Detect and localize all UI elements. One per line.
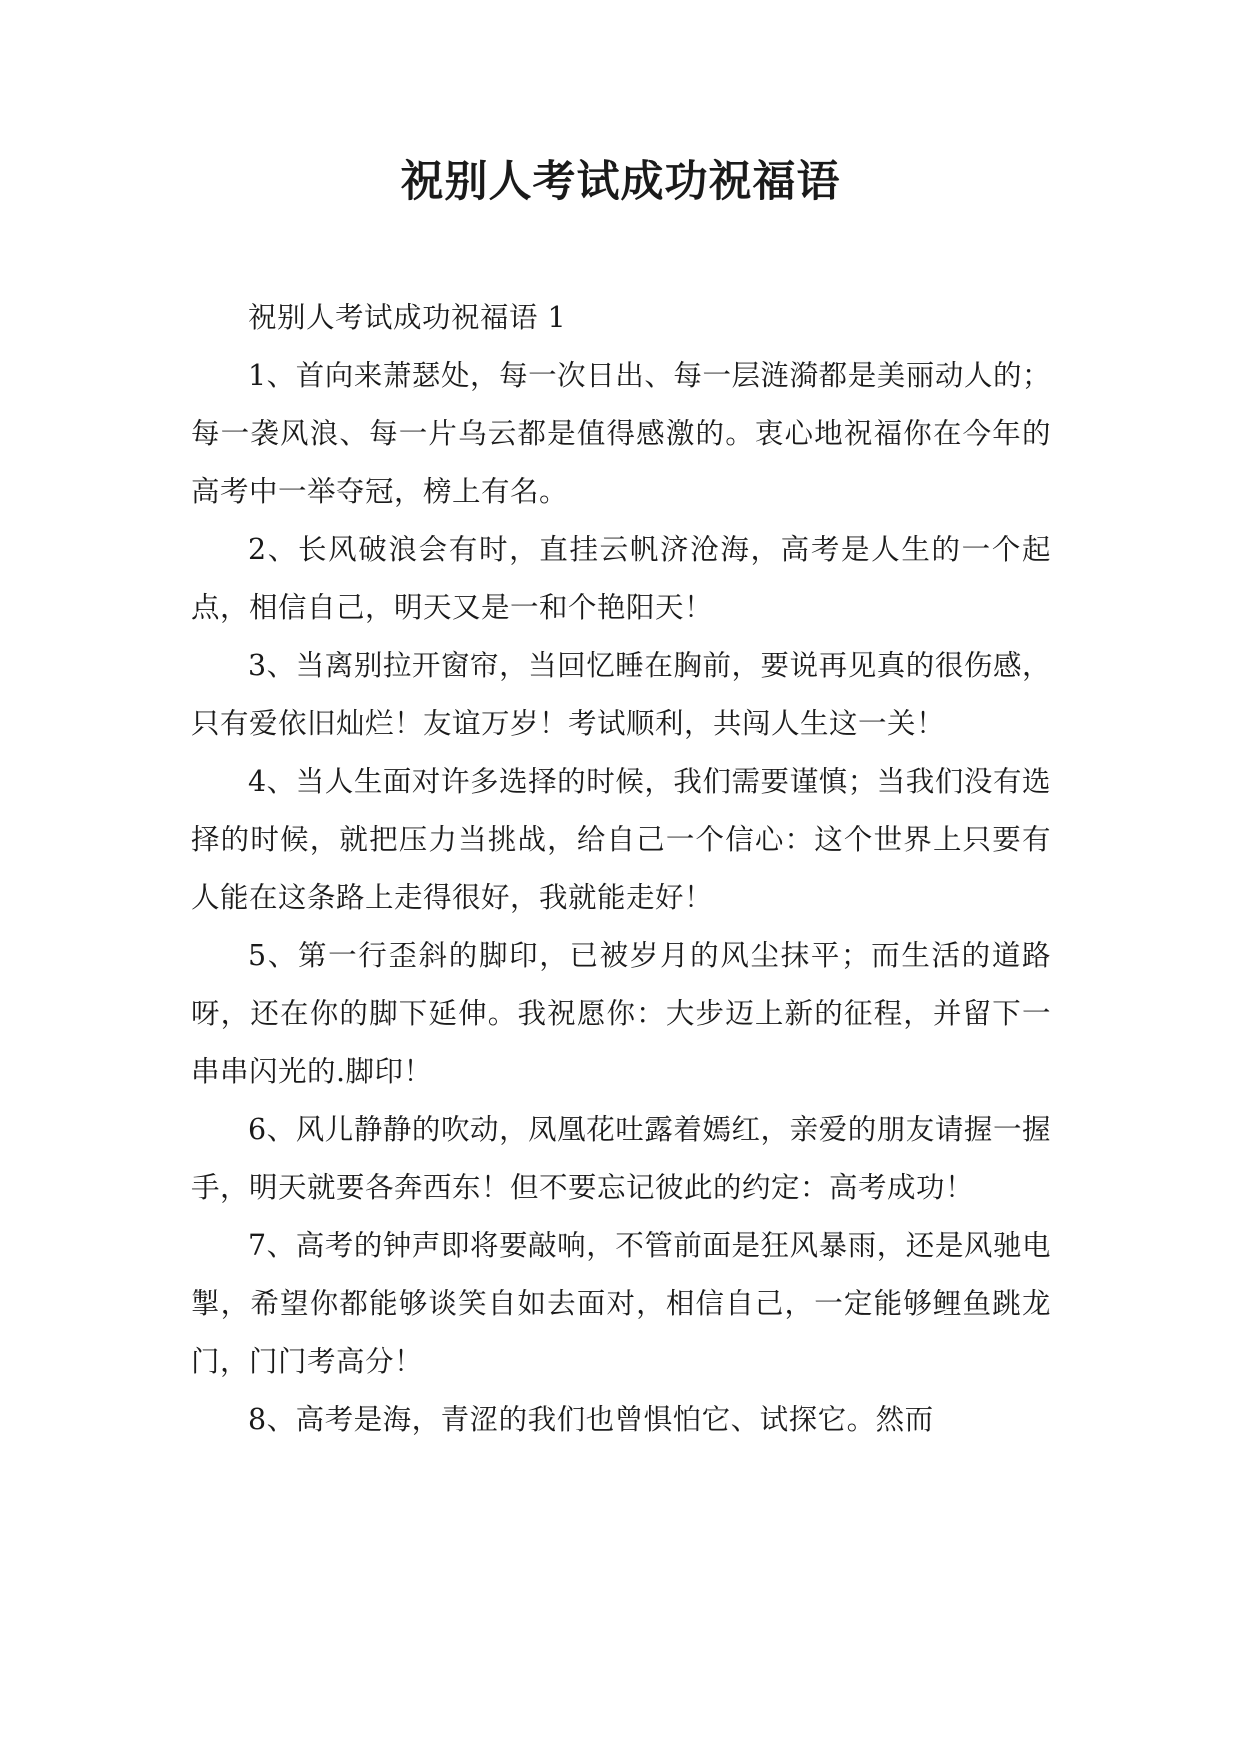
paragraph-7: 7、高考的钟声即将要敲响，不管前面是狂风暴雨，还是风驰电掣，希望你都能够谈笑自如去面对，相信自己，一定能够鲤鱼跳龙门，门门考高分！ [191,1229,1051,1378]
paragraph-1: 1、首向来萧瑟处，每一次日出、每一层涟漪都是美丽动人的；每一袭风浪、每一片乌云都是值得感激的。衷心地祝福你在今年的高考中一举夺冠，榜上有名。 [191,359,1051,508]
section-heading: 祝别人考试成功祝福语 1 [248,301,567,334]
paragraph-3: 3、当离别拉开窗帘，当回忆睡在胸前，要说再见真的很伤感，只有爱依旧灿烂！友谊万岁！考试顺利，共闯人生这一关！ [191,649,1051,740]
paragraph-2: 2、长风破浪会有时，直挂云帆济沧海，高考是人生的一个起点，相信自己，明天又是一和个艳阳天！ [191,533,1051,624]
paragraph-5: 5、第一行歪斜的脚印，已被岁月的风尘抹平；而生活的道路呀，还在你的脚下延伸。我祝愿你：大步迈上新的征程，并留下一串串闪光的.脚印！ [191,939,1051,1088]
document-title: 祝别人考试成功祝福语 [400,157,841,207]
paragraph-4: 4、当人生面对许多选择的时候，我们需要谨慎；当我们没有选择的时候，就把压力当挑战，给自己一个信心：这个世界上只要有人能在这条路上走得很好，我就能走好！ [191,765,1051,914]
document-body [191,289,1051,1449]
paragraph-6: 6、风儿静静的吹动，凤凰花吐露着嫣红，亲爱的朋友请握一握手，明天就要各奔西东！但不要忘记彼此的约定：高考成功！ [191,1113,1051,1204]
paragraph-8: 8、高考是海，青涩的我们也曾惧怕它、试探它。然而 [248,1403,934,1436]
